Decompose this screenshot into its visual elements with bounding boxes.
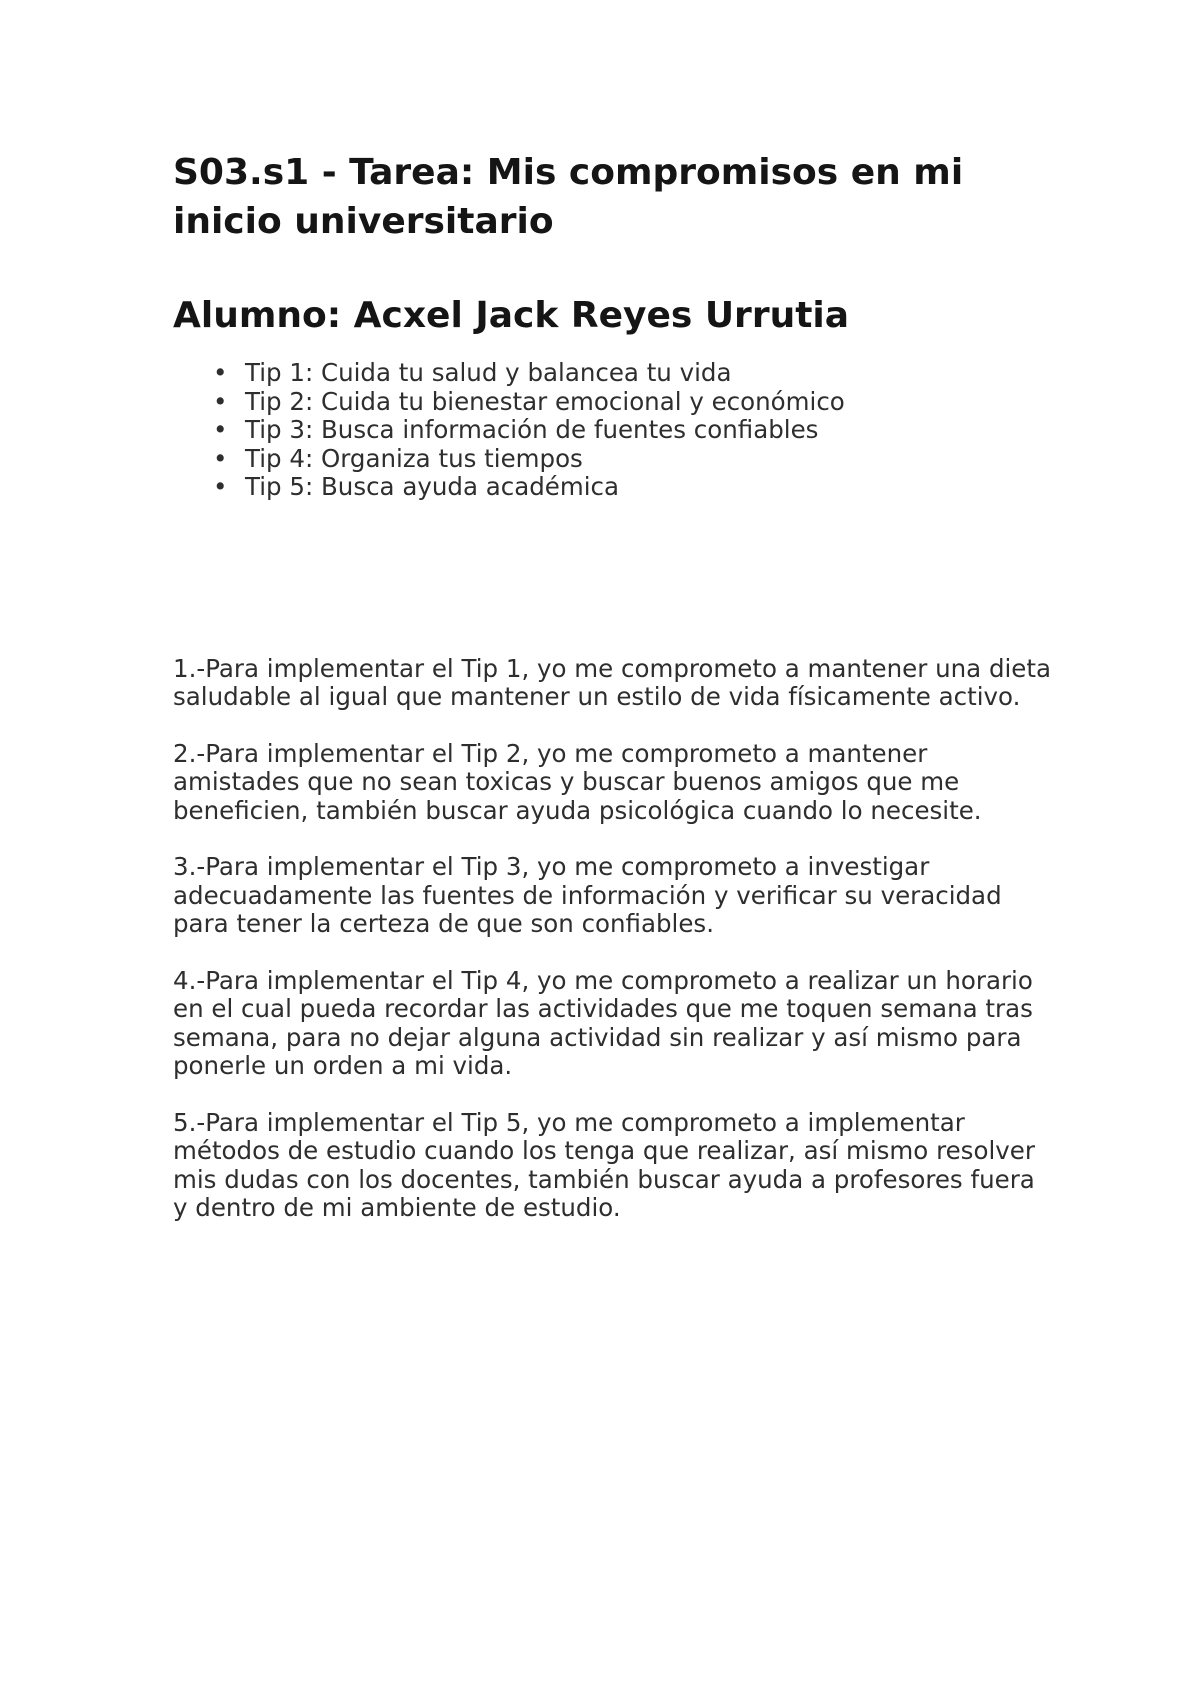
tip-item xyxy=(213,388,1053,417)
tip-text: Tip 4: Organiza tus tiempos xyxy=(245,443,583,473)
student-name-heading: Alumno: Acxel Jack Reyes Urrutia xyxy=(173,295,850,336)
bullet-icon: • xyxy=(213,443,228,473)
tip-item xyxy=(213,416,1053,445)
tips-list xyxy=(173,359,1053,502)
commitment-paragraph: 3.-Para implementar el Tip 3, yo me comprometo a investigar adecuadamente las fuentes de información y verificar su veracidad para tener la certeza de que son confiables. xyxy=(173,852,1002,938)
commitment-paragraph: 4.-Para implementar el Tip 4, yo me comprometo a realizar un horario en el cual pueda recordar las actividades que me toquen semana tras semana, para no dejar alguna actividad sin realizar y así mismo para ponerle un orden a mi vida. xyxy=(173,965,1033,1080)
tip-text: Tip 3: Busca información de fuentes confiables xyxy=(245,415,819,444)
tip-item xyxy=(213,359,1053,388)
commitment-paragraph: 1.-Para implementar el Tip 1, yo me comprometo a mantener una dieta saludable al igual que mantener un estilo de vida físicamente activo. xyxy=(173,653,1052,711)
tip-text: Tip 5: Busca ayuda académica xyxy=(245,472,620,501)
bullet-icon: • xyxy=(213,358,228,387)
tip-text: Tip 2: Cuida tu bienestar emocional y económico xyxy=(245,386,845,416)
bullet-icon: • xyxy=(213,415,228,444)
tip-text: Tip 1: Cuida tu salud y balancea tu vida xyxy=(245,358,732,387)
bullet-icon: • xyxy=(213,386,228,416)
commitment-paragraph: 5.-Para implementar el Tip 5, yo me comprometo a implementar métodos de estudio cuando los tenga que realizar, así mismo resolver mis dudas con los docentes, también buscar ayuda a profesores fuera y dentro de mi ambiente de estudio. xyxy=(173,1107,1035,1222)
tip-item xyxy=(213,473,1053,502)
commitments-section xyxy=(173,655,1053,1223)
document-title: S03.s1 - Tarea: Mis compromisos en mi inicio universitario xyxy=(173,152,964,242)
document-body xyxy=(173,148,1053,1251)
tip-item xyxy=(213,445,1053,474)
bullet-icon: • xyxy=(213,472,228,501)
commitment-paragraph: 2.-Para implementar el Tip 2, yo me comprometo a mantener amistades que no sean toxicas y buscar buenos amigos que me beneficien, también buscar ayuda psicológica cuando lo necesite. xyxy=(173,738,982,825)
